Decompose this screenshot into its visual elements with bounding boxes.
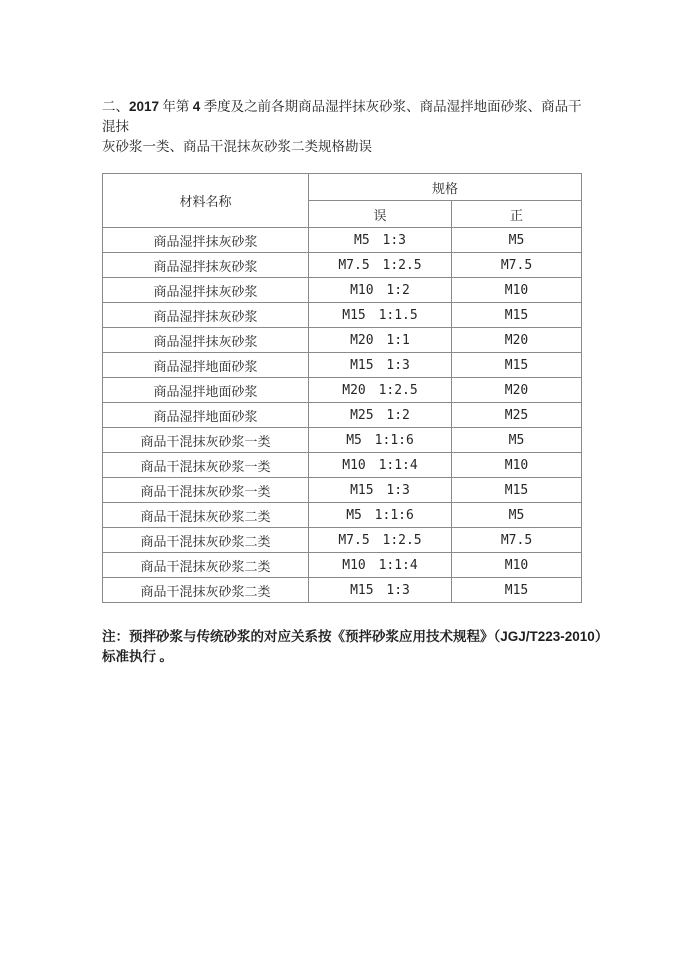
errata-table <box>102 173 582 603</box>
table-row <box>103 378 582 403</box>
right-spec-cell: M10 <box>452 453 582 478</box>
table-row <box>103 253 582 278</box>
right-spec-cell: M5 <box>452 428 582 453</box>
right-spec-cell: M20 <box>452 328 582 353</box>
table-row <box>103 453 582 478</box>
material-name-cell: 商品湿拌抹灰砂浆 <box>103 253 309 278</box>
table-row <box>103 328 582 353</box>
wrong-spec-cell: M15 1:3 <box>309 578 452 603</box>
right-spec-cell: M7.5 <box>452 253 582 278</box>
table-row <box>103 428 582 453</box>
col-header-wrong: 误 <box>309 201 452 228</box>
heading-quarter: 4 <box>192 99 201 114</box>
heading-year: 2017 <box>129 99 160 114</box>
table-row <box>103 278 582 303</box>
footnote-close-paren: ） <box>594 629 609 644</box>
heading-mid: 年第 <box>159 99 193 114</box>
table-body <box>103 228 582 603</box>
wrong-spec-cell: M10 1:1:4 <box>309 453 452 478</box>
table-row <box>103 353 582 378</box>
material-name-cell: 商品干混抹灰砂浆一类 <box>103 453 309 478</box>
table-header <box>103 174 582 228</box>
col-header-right: 正 <box>452 201 582 228</box>
wrong-spec-cell: M5 1:1:6 <box>309 503 452 528</box>
wrong-spec-cell: M5 1:1:6 <box>309 428 452 453</box>
col-header-material: 材料名称 <box>103 174 309 228</box>
wrong-spec-cell: M7.5 1:2.5 <box>309 528 452 553</box>
material-name-cell: 商品干混抹灰砂浆二类 <box>103 553 309 578</box>
wrong-spec-cell: M10 1:2 <box>309 278 452 303</box>
right-spec-cell: M5 <box>452 228 582 253</box>
wrong-spec-cell: M15 1:1.5 <box>309 303 452 328</box>
footnote <box>102 627 618 667</box>
col-header-spec: 规格 <box>309 174 582 201</box>
wrong-spec-cell: M5 1:3 <box>309 228 452 253</box>
table-row <box>103 528 582 553</box>
section-heading <box>102 97 582 157</box>
table-row <box>103 228 582 253</box>
header-row-1 <box>103 174 582 201</box>
table-row <box>103 578 582 603</box>
heading-rest-line1: 季度及之前各期商品湿拌抹灰砂浆、商品湿拌地面砂浆、商品干混抹 <box>102 99 582 134</box>
wrong-spec-cell: M7.5 1:2.5 <box>309 253 452 278</box>
material-name-cell: 商品湿拌抹灰砂浆 <box>103 228 309 253</box>
right-spec-cell: M10 <box>452 278 582 303</box>
wrong-spec-cell: M15 1:3 <box>309 353 452 378</box>
wrong-spec-cell: M10 1:1:4 <box>309 553 452 578</box>
wrong-spec-cell: M25 1:2 <box>309 403 452 428</box>
material-name-cell: 商品干混抹灰砂浆一类 <box>103 428 309 453</box>
material-name-cell: 商品湿拌抹灰砂浆 <box>103 303 309 328</box>
material-name-cell: 商品湿拌地面砂浆 <box>103 353 309 378</box>
material-name-cell: 商品干混抹灰砂浆二类 <box>103 578 309 603</box>
table-row <box>103 503 582 528</box>
right-spec-cell: M5 <box>452 503 582 528</box>
footnote-text-line2: 标准执行 。 <box>102 649 173 664</box>
wrong-spec-cell: M20 1:1 <box>309 328 452 353</box>
footnote-text-line1: 注：预拌砂浆与传统砂浆的对应关系按《预拌砂浆应用技术规程》（ <box>102 629 501 644</box>
material-name-cell: 商品湿拌地面砂浆 <box>103 403 309 428</box>
material-name-cell: 商品干混抹灰砂浆二类 <box>103 503 309 528</box>
right-spec-cell: M10 <box>452 553 582 578</box>
right-spec-cell: M20 <box>452 378 582 403</box>
wrong-spec-cell: M20 1:2.5 <box>309 378 452 403</box>
heading-prefix: 二、 <box>102 99 129 114</box>
material-name-cell: 商品干混抹灰砂浆一类 <box>103 478 309 503</box>
material-name-cell: 商品湿拌抹灰砂浆 <box>103 328 309 353</box>
right-spec-cell: M15 <box>452 578 582 603</box>
material-name-cell: 商品湿拌地面砂浆 <box>103 378 309 403</box>
right-spec-cell: M15 <box>452 478 582 503</box>
heading-rest-line2: 灰砂浆一类、商品干混抹灰砂浆二类规格勘误 <box>102 139 372 154</box>
right-spec-cell: M7.5 <box>452 528 582 553</box>
right-spec-cell: M15 <box>452 303 582 328</box>
material-name-cell: 商品湿拌抹灰砂浆 <box>103 278 309 303</box>
wrong-spec-cell: M15 1:3 <box>309 478 452 503</box>
footnote-standard-code: JGJ/T223-2010 <box>500 629 595 644</box>
material-name-cell: 商品干混抹灰砂浆二类 <box>103 528 309 553</box>
table-row <box>103 303 582 328</box>
right-spec-cell: M15 <box>452 353 582 378</box>
right-spec-cell: M25 <box>452 403 582 428</box>
table-row <box>103 403 582 428</box>
table-row <box>103 553 582 578</box>
table-row <box>103 478 582 503</box>
